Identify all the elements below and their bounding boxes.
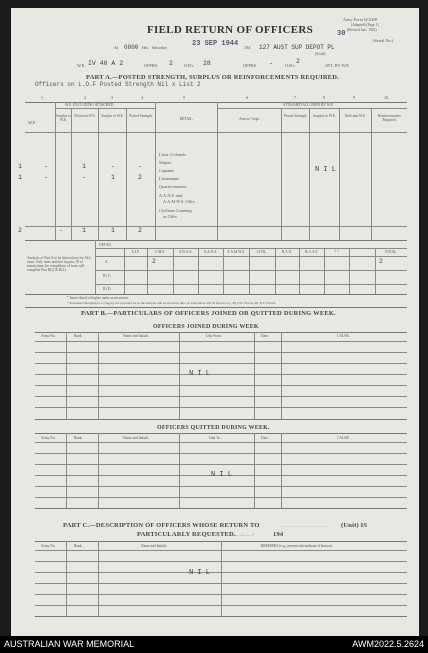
archive-name: AUSTRALIAN WAR MEMORIAL [4, 639, 135, 649]
col-header: Posted Strength. [129, 114, 153, 118]
attached-nil: N I L [315, 166, 337, 174]
quitted-header: Date. [261, 436, 269, 440]
rank-label: A.A.N.S. and [159, 193, 183, 198]
analysis-header: CIVIL. [256, 250, 268, 254]
rank-label: Civilians Counting [159, 208, 192, 213]
col-number: 5 [183, 95, 186, 100]
value-lieut-col: - [111, 163, 115, 170]
quitted-header: Name and Initials. [123, 436, 150, 440]
quitted-header: Unit To. [209, 436, 221, 440]
quitted-header: Army No. [41, 436, 56, 440]
value-lieut-col: - [44, 163, 48, 170]
col-number: 1 [41, 95, 44, 100]
analysis-header: A.A.N.S. [203, 250, 218, 254]
value-lieut-col: 1 [82, 163, 86, 170]
part-c-nil: N I L [189, 569, 211, 577]
we-value: IV 40 A 2 [88, 60, 124, 67]
analysis-note: Analysis of Part A to be shown here for ALL units. Only units notified in para. 19 of instructions for completion of form will complete Part B(1) & B(2). [27, 256, 92, 272]
offrs-value: 2 [169, 60, 173, 67]
group-left-header: W.E. EXCLUDING ATTACHED. [65, 103, 115, 107]
form-adapted: (Adapted) (Page 1) [351, 23, 379, 27]
form-revised: (Revised Jan., 1942) [347, 28, 377, 32]
joined-header: CAUSE. [337, 334, 350, 338]
value-total: 1 [111, 227, 115, 234]
rank-label: Lieutenants [159, 176, 180, 181]
col-number: 6 [246, 95, 249, 100]
analysis-header: A.I.F. [131, 250, 140, 254]
analysis-row-label: B (1) [103, 274, 111, 278]
analysis-header: C.M.F. [155, 250, 165, 254]
analysis-header: * * [334, 250, 339, 254]
analysis-total-value: 2 [379, 258, 383, 265]
col-header: Deficient W.E. [344, 114, 367, 118]
analysis-header: DETAIL [99, 243, 112, 247]
part-c-header: Rank. [74, 544, 83, 548]
year-label: 194 [244, 45, 251, 50]
rank-label: Captains [159, 168, 175, 173]
part-c-title: PART C.—DESCRIPTION OF OFFICERS WHOSE RETURN TO [63, 522, 260, 529]
rank-label: A.A.M.W.S. Offrs. [163, 199, 196, 204]
form-reference: Army Form W.3008 [343, 17, 377, 22]
value-total: 2 [18, 227, 22, 234]
rank-label: Majors [159, 160, 172, 165]
col-number: 3 [111, 95, 114, 100]
value-row-2: - [44, 174, 48, 181]
joined-header: Date. [261, 334, 269, 338]
col-header: Surplus to W.E. [56, 114, 71, 123]
hrs-label: Hrs. [142, 45, 150, 50]
value-total: 2 [138, 227, 142, 234]
col-header: Surplus to W.E. [101, 114, 124, 118]
analysis-aif-value: 2 [152, 258, 156, 265]
archive-caption-bar [0, 636, 428, 653]
archive-reference: AWM2022.5.2624 [352, 639, 424, 649]
analysis-header: R.A.N. [281, 250, 293, 254]
serial-label: (Serial No.) [373, 38, 394, 43]
value-row-2: 1 [18, 174, 22, 181]
col-number: 10 [384, 95, 389, 100]
value-lieut-col: - [138, 163, 142, 170]
joined-nil: N I L [189, 370, 211, 378]
value-row-2: 2 [138, 174, 142, 181]
att-label: ATT. BY W.E. [325, 63, 350, 68]
footnote: * Insert detail of higher ranks as necessary. [67, 296, 129, 300]
at-label: At [114, 45, 119, 50]
value-row-2: 1 [111, 174, 115, 181]
joined-header: Name and Initials. [123, 334, 150, 338]
quitted-title: OFFICERS QUITTED DURING WEEK. [157, 425, 270, 431]
ors2-label: O.R's [285, 63, 295, 68]
col-number: 2 [84, 95, 87, 100]
unit-name: 127 AUST SUP DEPOT PL [259, 44, 335, 51]
col-header: Surplus to W.E. [313, 114, 336, 118]
col-number: 8 [323, 95, 326, 100]
value-total: - [59, 227, 63, 234]
part-c-header: REMARKS (e.g., present whereabouts if known). [261, 544, 333, 548]
joined-header: Rank. [74, 334, 83, 338]
quitted-header: CAUSE. [337, 436, 350, 440]
rank-label: Lieut.-Colonels [159, 152, 186, 157]
col-number: 9 [353, 95, 356, 100]
we-marker: W.E [28, 120, 36, 125]
serial-number: 30 [337, 30, 346, 38]
group-right-header: ATTACHED ALLOWED BY W.E. [283, 103, 334, 107]
part-b-title: PART B.—PARTICULARS OF OFFICERS JOINED OR QUITTED DURING WEEK. [81, 310, 337, 317]
ors-value: 28 [203, 60, 211, 67]
col-number: 7 [294, 95, 297, 100]
col-header: Reinforcements Required. [378, 114, 401, 123]
offrs-label: OFFRS. [144, 63, 159, 68]
joined-header: Unit From. [206, 334, 222, 338]
day-label: Saturday [152, 45, 168, 50]
col-header: Arm or Corps. [239, 117, 260, 121]
footnote: * Personnel belonging to a category not provided for in the analysis will be shown in this col. Particulars will be shown, e.g., By U.K. Forces, By N.Z. Forces. [67, 301, 277, 305]
value-lieut-col: 1 [18, 163, 22, 170]
part-a-title: PART A.—POSTED STRENGTH, SURPLUS OR REINFORCEMENTS REQUIRED. [86, 74, 339, 81]
rank-label: Quarter-masters [159, 184, 187, 189]
ors-label: O.R's [184, 63, 194, 68]
quitted-header: Rank. [74, 436, 83, 440]
part-c-header: Name and Initials. [141, 544, 168, 548]
analysis-header: TOTAL. [384, 250, 398, 254]
joined-title: OFFICERS JOINED DURING WEEK [153, 324, 259, 330]
form-title: FIELD RETURN OF OFFICERS [147, 24, 314, 36]
unit-label: (Unit) [315, 51, 326, 56]
offrs2-label: OFFRS. [243, 63, 258, 68]
part-c-year: 194 [273, 531, 284, 538]
analysis-row-label: A. [105, 260, 109, 264]
col-header: Posted Strength. [283, 114, 308, 118]
at-time: 0800 [124, 44, 139, 51]
rank-label: as Offrs. [163, 214, 178, 219]
col-number: 4 [141, 95, 144, 100]
part-c-requested: PARTICULARLY REQUESTED. [137, 531, 236, 538]
analysis-header: R.A.A.F. [305, 250, 318, 254]
quitted-nil: N I L [211, 471, 233, 479]
col-header-detail: DETAIL. [179, 117, 194, 121]
part-c-unit-is: (Unit) IS [341, 522, 368, 529]
date-stamp: 23 SEP 1944 [192, 40, 239, 48]
value-total: 1 [82, 227, 86, 234]
we-label: W.E. [77, 63, 86, 68]
field-return-form: FIELD RETURN OF OFFICERS Army Form W.3008 (Adapted) (Page 1) (Revised Jan., 1942) 30 (Serial No.) At 0800 Hrs. Saturday 23 SEP 1944 194 127 AUST SUP DEPOT PL (Unit) W.E. IV 40 A 2 OFFRS. 2 O.R's 28 OFFRS. - O.R's 2 ATT. BY W.E. PART A.—POSTED STRENGTH, SURPLUS OR REINFORCEMENTS REQUIRED. Officers on L.O.F Posted Strength Nil x List 2 1 2 3 4 5 6 7 8 9 10 W.E. EXCLUDING ATTACHED. ATTACHED ALLOWED BY W.E. W.E Surplus to W.E. Deficient W.E. Surplus to W.E. Posted Strength. DETAIL. Arm or Corps. Posted Strength. Surplus to W.E. Deficient W.E. Reinforcements Required. Lieut.-Colonels Majors Captains Lieutenants Quarter-masters A.A.N.S. and A.A.M.W.S. Offrs. Civilians Counting as Offrs. 1 - 1 - - 1 - - 1 2 2 - 1 1 2 N I L Analysis of Part A to be shown here for ALL units. Only units notified in para. 19 of instructions for completion of form will complete Part B(1) & B(2). DETAIL A.I.F. C.M.F. A.W.A.S. A.A.N.S. A.A.M.W.S. CIVIL. R.A.N. R.A.A.F. * * TOTAL. A. B (1) B (2) 2 2 * Insert detail of higher ranks as necessary. * Personnel belonging to a category not provided for in the analysis will be shown in this col. Particulars will be shown, e.g., By U.K. Forces, By N.Z. Forces. PART B.—PARTICULARS OF OFFICERS JOINED OR QUITTED DURING WEEK. OFFICERS JOINED DURING WEEK Army No. Rank. Name and Initials. Unit From. Date. CAUSE. N I L OFFICERS QUITTED DURING WEEK. Army No. Rank. Name and Initials. Unit To. Date. CAUSE. N I L PART C.—DESCRIPTION OF OFFICERS WHOSE RETURN TO ................................ (Unit) IS PARTICULARLY REQUESTED. ......../........./ 194 Army No. Rank. Name and Initials. REMARKS (e.g., present whereabouts if known). N I L [11, 8, 419, 636]
analysis-header: A.W.A.S. [178, 250, 193, 254]
analysis-row-label: B (2) [103, 287, 111, 291]
value-row-2: - [82, 174, 86, 181]
offrs2-value: - [269, 60, 273, 67]
analysis-header: A.A.M.W.S. [227, 250, 245, 254]
col-header: Deficient W.E. [74, 114, 96, 118]
part-a-typed-note: Officers on L.O.F Posted Strength Nil x List 2 [35, 81, 201, 88]
joined-header: Army No. [41, 334, 56, 338]
part-c-header: Army No. [41, 544, 56, 548]
ors2-value: 2 [296, 58, 300, 65]
